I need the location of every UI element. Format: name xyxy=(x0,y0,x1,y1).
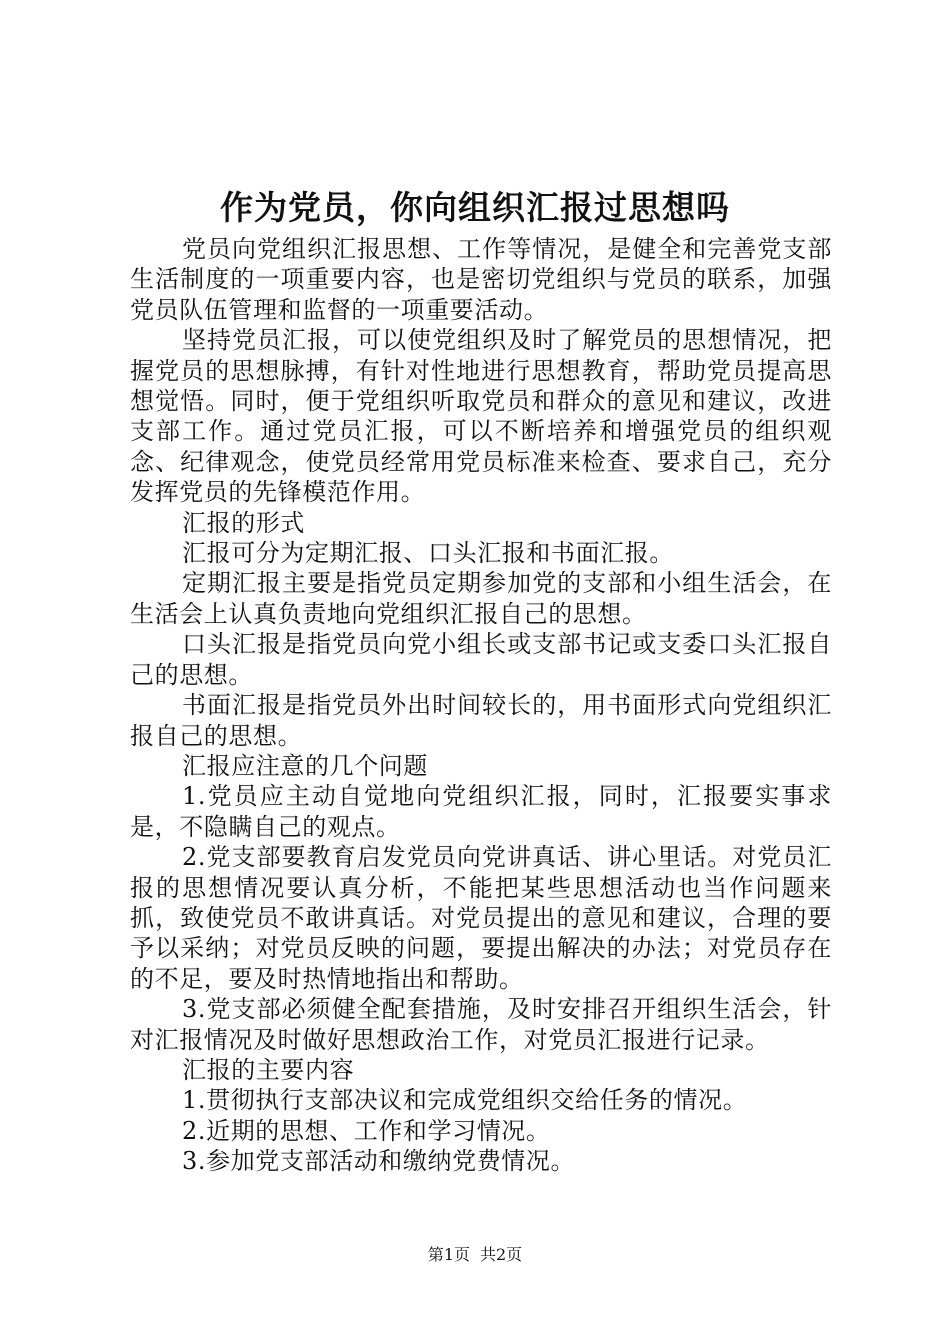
document-body xyxy=(130,234,832,1177)
paragraph-oral-report: 口头汇报是指党员向党小组长或支部书记或支委口头汇报自己的思想。 xyxy=(130,630,832,689)
section-heading-forms: 汇报的形式 xyxy=(182,508,305,537)
page-footer xyxy=(0,1244,950,1266)
list-item-content-1: 1.贯彻执行支部决议和完成党组织交给任务的情况。 xyxy=(182,1086,748,1115)
list-item-note-3: 3.党支部必须健全配套措施，及时安排召开组织生活会，针对汇报情况及时做好思想政治工作，对党员汇报进行记录。 xyxy=(130,995,832,1054)
section-heading-content: 汇报的主要内容 xyxy=(182,1055,355,1084)
list-item-content-2: 2.近期的思想、工作和学习情况。 xyxy=(182,1116,551,1145)
list-item-note-1: 1.党员应主动自觉地向党组织汇报，同时，汇报要实事求是，不隐瞒自己的观点。 xyxy=(130,782,832,841)
paragraph-forms-summary: 汇报可分为定期汇报、口头汇报和书面汇报。 xyxy=(182,539,674,568)
page-total: 共2页 xyxy=(480,1245,523,1264)
page-number: 第1页 xyxy=(427,1245,470,1264)
paragraph-written-report: 书面汇报是指党员外出时间较长的，用书面形式向党组织汇报自己的思想。 xyxy=(130,691,832,750)
paragraph-significance: 坚持党员汇报，可以使党组织及时了解党员的思想情况，把握党员的思想脉搏，有针对性地进行思想教育，帮助党员提高思想觉悟。同时，便于党组织听取党员和群众的意见和建议，改进支部工作。通过党员汇报，可以不断培养和增强党员的组织观念、纪律观念，使党员经常用党员标准来检查、要求自己，充分发挥党员的先锋模范作用。 xyxy=(130,326,832,507)
paragraph-intro: 党员向党组织汇报思想、工作等情况，是健全和完善党支部生活制度的一项重要内容，也是密切党组织与党员的联系，加强党员队伍管理和监督的一项重要活动。 xyxy=(130,235,832,324)
section-heading-notes: 汇报应注意的几个问题 xyxy=(182,751,428,780)
list-item-content-3: 3.参加党支部活动和缴纳党费情况。 xyxy=(182,1147,576,1176)
paragraph-regular-report: 定期汇报主要是指党员定期参加党的支部和小组生活会，在生活会上认真负责地向党组织汇报自己的思想。 xyxy=(130,569,832,628)
document-title: 作为党员，你向组织汇报过思想吗 xyxy=(220,188,730,227)
list-item-note-2: 2.党支部要教育启发党员向党讲真话、讲心里话。对党员汇报的思想情况要认真分析，不能把某些思想活动也当作问题来抓，致使党员不敢讲真话。对党员提出的意见和建议，合理的要予以采纳；对党员反映的问题，要提出解决的办法；对党员存在的不足，要及时热情地指出和帮助。 xyxy=(130,843,832,993)
